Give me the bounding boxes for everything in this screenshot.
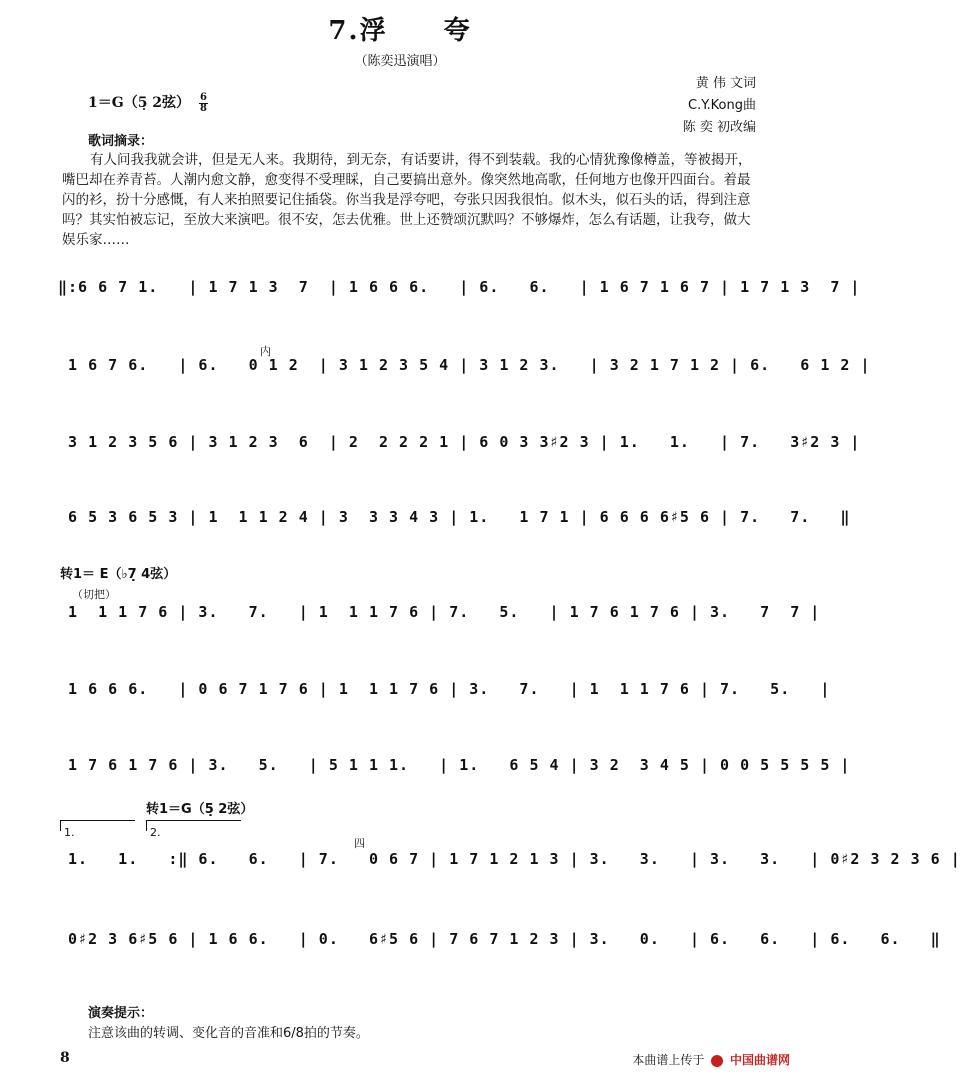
time-bottom: 8 (199, 102, 207, 114)
fingering-mark: 内 (260, 345, 271, 358)
time-top: 6 (199, 91, 207, 103)
score-row-notes: 1 6 6 6. | 0 6 7 1 7 6 | 1 1 1 7 6 | 3. 7. | 1 1 1 7 6 | 7. 5. | (58, 680, 831, 698)
score-row-6 (58, 672, 831, 718)
site-logo-icon (711, 1055, 723, 1067)
volta-bracket-2 (146, 820, 241, 839)
modulation-marker-1: 转1＝ E（♭7̣ 4弦） (60, 567, 177, 582)
score-row-notes: 1 6 7 6. | 6. 0 1 2 | 3 1 2 3 5 4 | 3 1 2 3. | 3 2 1 7 1 2 | 6. 6 1 2 | (58, 356, 871, 374)
score-row-notes: 1. 1. :‖ 6. 6. | 7. 0 6 7 | 1 7 1 2 1 3 | 3. 3. | 3. 3. | 0♯2 3 2 3 6 | (58, 850, 961, 868)
footer-prefix: 本曲谱上传于 (632, 1053, 705, 1067)
key-signature (88, 92, 208, 114)
score-row-notes: 1 7 6 1 7 6 | 3. 5. | 5 1 1 1. | 1. 6 5 4 | 3 2 3 4 5 | 0 0 5 5 5 5 | (58, 756, 851, 774)
score-row-1 (58, 270, 861, 316)
position-mark: 四 (354, 837, 365, 850)
score-row-7 (58, 748, 851, 794)
page-number: 8 (60, 1050, 70, 1066)
lyrics-heading: 歌词摘录： (88, 134, 154, 149)
score-row-notes: 0♯2 3 6♯5 6 | 1 6 6. | 0. 6♯5 6 | 7 6 7 1 2 3 | 3. 0. | 6. 6. | 6. 6. ‖ (58, 930, 941, 948)
score-row-9 (58, 922, 941, 968)
key-label: 1＝G（5̣ 2弦） (88, 95, 191, 111)
lyricist-credit: 黄 伟 文词 (695, 76, 756, 91)
score-row-notes: 3 1 2 3 5 6 | 3 1 2 3 6 | 2 2 2 2 1 | 6 0 3 3♯2 3 | 1. 1. | 7. 3♯2 3 | (58, 433, 861, 451)
score-row-notes: 1 1 1 7 6 | 3. 7. | 1 1 1 7 6 | 7. 5. | 1 7 6 1 7 6 | 3. 7 7 | (58, 603, 821, 621)
volta-bracket-1 (60, 820, 135, 839)
arranger-credit: 陈 奕 初改编 (682, 120, 756, 135)
modulation-marker-2: 转1＝G（5̣ 2弦） (146, 802, 254, 817)
footer-watermark (632, 1051, 790, 1068)
lyrics-text: 有人问我我就会讲，但是无人来。我期待，到无奈，有话要讲，得不到装载。我的心情犹豫像樽盖，等被揭开，嘴巴却在养青苔。人潮内愈文静，愈变得不受理睬，自己要搞出意外。像突然地高歌，任何地方也像开四面台。着最闪的衫，扮十分感慨，有人来拍照要记住插袋。你当我是浮夸吧，夸张只因我很怕。似木头，似石头的话，得到注意吗？其实怕被忘记，至放大来演吧。很不安，怎去优雅。世上还赞颂沉默吗？不够爆炸，怎么有话题，让我夸，做大娱乐家…… (62, 152, 752, 248)
song-title: 7.浮 夸 (328, 16, 472, 46)
score-row-notes: ‖:6 6 7 1. | 1 7 1 3 7 | 1 6 6 6. | 6. 6. | 1 6 7 1 6 7 | 1 7 1 3 7 | (58, 278, 861, 296)
time-signature (199, 93, 208, 114)
score-row-2 (58, 348, 871, 394)
score-row-3 (58, 425, 861, 471)
modulation-note: （切把） (72, 588, 116, 601)
volta-label-2: 2. (150, 826, 161, 839)
score-row-4 (58, 500, 851, 546)
volta-label-1: 1. (64, 826, 75, 839)
score-row-8 (58, 842, 961, 888)
composer-credit: C.Y.Kong曲 (688, 98, 756, 113)
performance-tips-heading: 演奏提示： (88, 1006, 154, 1021)
performance-tips-text: 注意该曲的转调、变化音的音准和6/8拍的节奏。 (88, 1026, 369, 1041)
performer-subtitle: （陈奕迅演唱） (354, 54, 446, 69)
footer-brand: 中国曲谱网 (729, 1053, 790, 1067)
score-row-notes: 6 5 3 6 5 3 | 1 1 1 2 4 | 3 3 3 4 3 | 1. 1 7 1 | 6 6 6 6♯5 6 | 7. 7. ‖ (58, 508, 851, 526)
score-row-5 (58, 595, 821, 641)
